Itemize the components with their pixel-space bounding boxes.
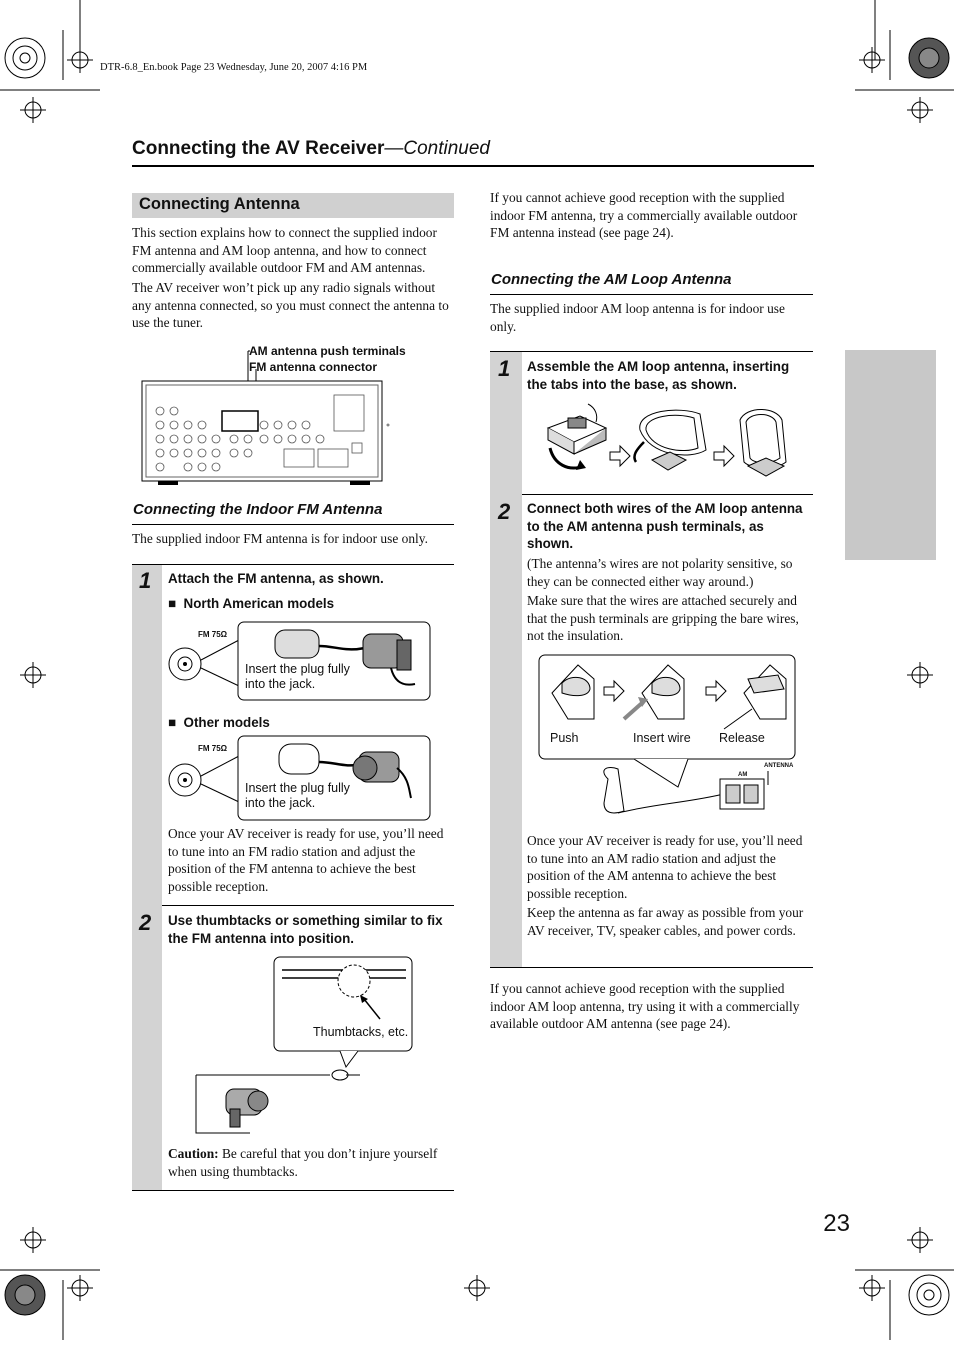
- am-step1-title: Assemble the AM loop antenna, inserting the tabs into the base, as shown.: [527, 359, 790, 392]
- fm-step2-number: 2: [139, 910, 152, 935]
- am-steps-bottom-rule: [490, 967, 813, 968]
- other-models-label: Other models: [183, 715, 270, 730]
- am-loop-assembly-figure: [540, 400, 800, 480]
- fm-75-label-na: FM 75Ω: [198, 630, 228, 639]
- am-loop-heading: Connecting the AM Loop Antenna: [491, 271, 732, 288]
- other-insert-line-1: Insert the plug fully: [245, 781, 350, 795]
- thumbtacks-caption: Thumbtacks, etc.: [313, 1025, 409, 1039]
- am-loop-intro: The supplied indoor AM loop antenna is for indoor use only.: [490, 301, 785, 334]
- fm-steps-top-rule: [132, 564, 454, 565]
- am-step2-note2: Make sure that the wires are attached securely and that the push terminals are gripping the bare wires, not the insulation.: [527, 593, 799, 644]
- fm-step1-note: Once your AV receiver is ready for use, you’ll need to tune into an FM radio station and adjust the position of the FM antenna to achieve the best possible reception.: [168, 826, 444, 894]
- right-top-paragraph: If you cannot achieve good reception with the supplied indoor FM antenna, try a commercially available outdoor FM antenna instead (see page 24).: [490, 190, 798, 241]
- am-step-divider: [522, 494, 813, 495]
- right-bottom-paragraph: If you cannot achieve good reception with the supplied indoor AM loop antenna, try using it with a commercially available outdoor AM antenna (see page 24).: [490, 981, 800, 1032]
- am-step2-number: 2: [498, 499, 511, 524]
- antenna-label: ANTENNA: [764, 763, 794, 769]
- caution-note: [168, 1145, 453, 1180]
- receiver-rear-panel-figure: [138, 345, 458, 490]
- fm-steps-bottom-rule: [132, 1190, 454, 1191]
- fm-step2-title: Use thumbtacks or something similar to fix the FM antenna into position.: [168, 913, 443, 946]
- other-insert-line-2: into the jack.: [245, 796, 316, 810]
- intro-paragraph-1: This section explains how to connect the supplied indoor FM antenna and AM loop antenna, and how to connect commercially available outdoor FM and AM antennas.: [132, 225, 437, 276]
- header-continued: —Continued: [384, 138, 490, 159]
- am-loop-rule: [490, 294, 813, 295]
- page-header: [132, 138, 490, 160]
- book-info-line: DTR-6.8_En.book Page 23 Wednesday, June 20, 2007 4:16 PM: [100, 62, 368, 73]
- am-steps-gutter: [490, 352, 522, 967]
- am-step2-title: Connect both wires of the AM loop antenna to the AM antenna push terminals, as shown.: [527, 501, 803, 552]
- fm-step1-number: 1: [139, 568, 152, 593]
- na-insert-line-2: into the jack.: [245, 677, 316, 691]
- na-models-label: North American models: [183, 596, 335, 611]
- header-rule: [132, 165, 814, 167]
- am-label: AM: [738, 772, 748, 778]
- indoor-fm-heading: Connecting the Indoor FM Antenna: [133, 501, 383, 518]
- na-insert-line-1: Insert the plug fully: [245, 662, 350, 676]
- fm-75-label-other: FM 75Ω: [198, 744, 228, 753]
- header-title: Connecting the AV Receiver: [132, 138, 385, 159]
- na-insert-caption: [245, 662, 350, 692]
- page-number: 23: [823, 1210, 850, 1237]
- am-terminals-label: AM antenna push terminals: [249, 344, 406, 358]
- fm-connector-label: FM antenna connector: [249, 360, 378, 374]
- indoor-fm-intro: The supplied indoor FM antenna is for indoor use only.: [132, 531, 428, 546]
- am-step2-note4: Keep the antenna as far away as possible from your AV receiver, TV, speaker cables, and power cords.: [527, 905, 804, 938]
- am-steps-top-rule: [490, 351, 813, 352]
- push-label: Push: [550, 731, 579, 745]
- insert-wire-label: Insert wire: [633, 731, 691, 745]
- release-label: Release: [719, 731, 765, 745]
- section-title: Connecting Antenna: [139, 195, 300, 213]
- fm-steps-gutter: [132, 565, 162, 1190]
- indoor-fm-rule: [132, 524, 454, 525]
- caution-label: Caution:: [168, 1146, 219, 1161]
- am-step2-note3: Once your AV receiver is ready for use, you’ll need to tune into an AM radio station and adjust the position of the AM antenna to achieve the best possible reception.: [527, 833, 803, 901]
- fm-step-divider: [162, 905, 454, 906]
- am-step1-number: 1: [498, 356, 511, 381]
- other-models-heading: ■ Other models: [168, 715, 270, 730]
- other-insert-caption: [245, 781, 350, 811]
- thumb-index-tab: [845, 350, 936, 560]
- am-step2-note1: (The antenna’s wires are not polarity sensitive, so they can be connected either way around.): [527, 556, 793, 589]
- fm-step1-title: Attach the FM antenna, as shown.: [168, 571, 384, 586]
- na-models-heading: ■ North American models: [168, 596, 335, 611]
- caution-text: Be careful that you don’t injure yourself when using thumbtacks.: [168, 1146, 438, 1179]
- thumbtack-figure: [190, 955, 420, 1140]
- intro-paragraph-2: The AV receiver won’t pick up any radio signals without any antenna connected, so you must connect the antenna to use the tuner.: [132, 280, 449, 331]
